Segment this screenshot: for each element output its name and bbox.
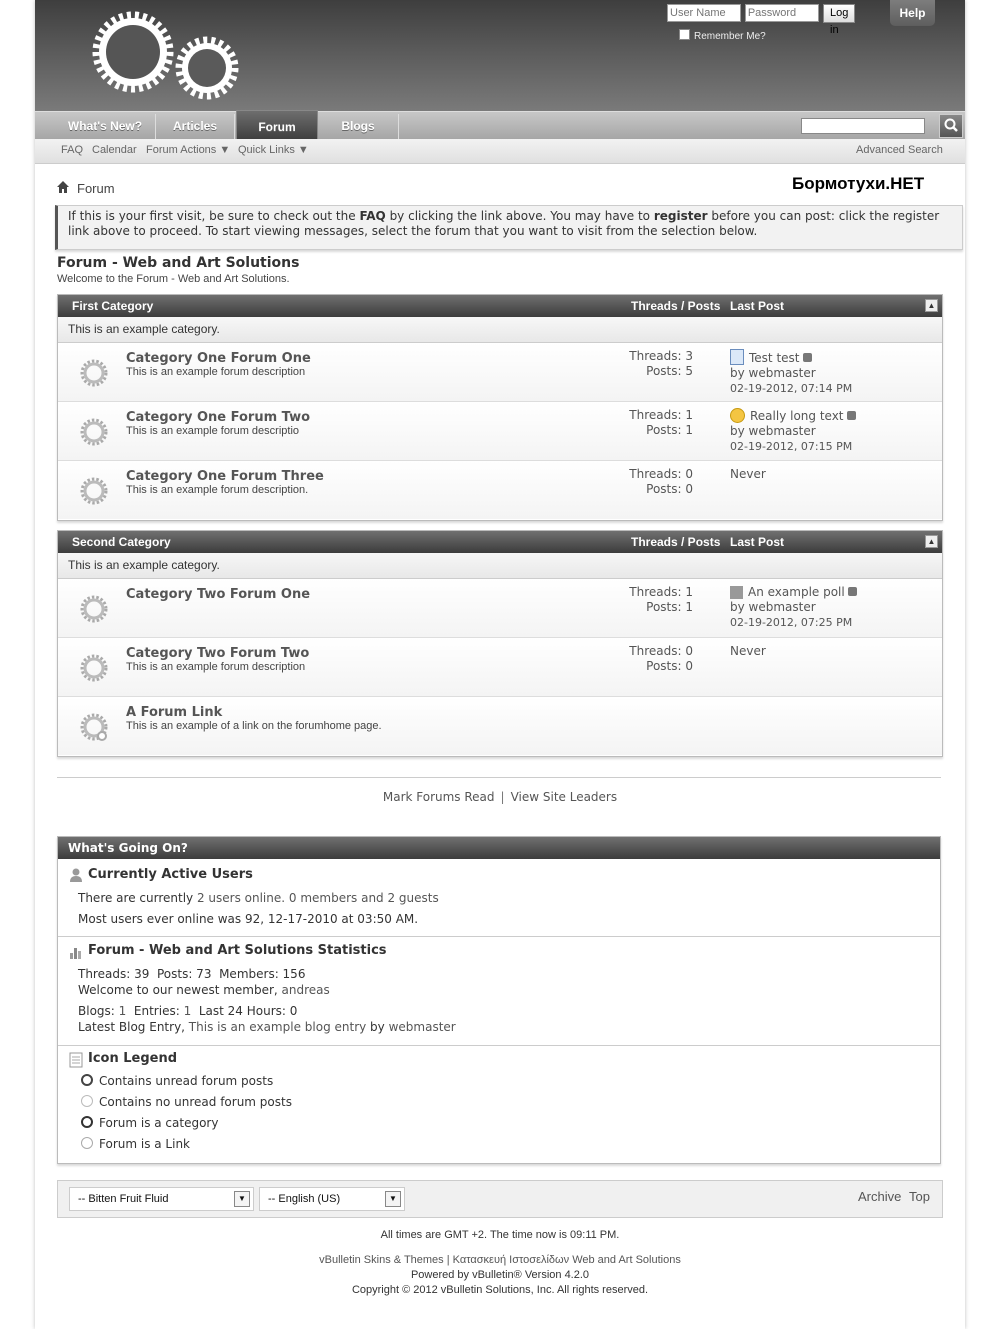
posts-count: Posts: 1 [646,600,693,614]
threads-count: Threads: 1 [629,585,693,599]
category-icon [81,1116,93,1128]
forum-status-icon [78,416,110,448]
legend-item [81,1116,218,1130]
login-form [667,4,849,36]
wgo-header: What's Going On? [58,837,940,859]
active-users-post: . 0 members and 2 guests [281,891,439,905]
threads-posts-header: Threads / Posts [631,535,721,549]
posts-count: Posts: 5 [646,364,693,378]
style-selector-value: -- Bitten Fruit Fluid [78,1193,169,1205]
subnav-quick-links[interactable] [238,144,309,156]
tab-blogs[interactable]: Blogs [318,114,399,139]
unread-forum-icon [81,1074,93,1086]
forum-title[interactable]: Category Two Forum Two [126,646,310,661]
quick-links-label: Quick Links [238,144,295,156]
statistics-section [58,937,940,1046]
statistics-title: Forum - Web and Art Solutions Statistics [88,943,387,958]
forum-stats [603,408,693,438]
active-users-pre: There are currently [78,891,197,905]
copyright: Copyright © 2012 vBulletin Solutions, Inc. All rights reserved. [351,1284,649,1296]
document-icon [730,349,744,365]
entries-label: Entries: [126,1004,184,1018]
page [35,0,965,1329]
legend-icon [69,1052,83,1068]
category-description: This is an example category. [58,553,942,579]
forum-stats [603,349,693,379]
forum-actions-label: Forum Actions [146,144,217,156]
read-forum-icon [81,1095,93,1107]
search-input[interactable] [801,118,925,134]
forum-title[interactable]: Category Two Forum One [126,587,311,602]
last-post [730,467,766,482]
forum-title[interactable]: Category One Forum Three [126,469,324,484]
category-header [58,295,942,317]
last-24-hours: Last 24 Hours: 0 [191,1004,298,1018]
powered-by: Powered by vBulletin® Version 4.2.0 [410,1269,590,1281]
statistics-icon [69,944,83,960]
faq-link[interactable]: FAQ [359,209,386,223]
notice-text-2: by clicking the link above. You may have to [385,209,654,223]
latest-blog-by: by [366,1020,389,1034]
last-post [730,408,856,454]
search-icon [940,115,962,137]
most-users-line: Most users ever online was 92, 12-17-2010 at 03:50 AM. [78,912,419,926]
posts-count: Posts: 1 [646,423,693,437]
category-header [58,531,942,553]
legend-label: Forum is a Link [99,1137,191,1151]
tab-articles[interactable]: Articles [156,114,235,139]
forum-title[interactable]: A Forum Link [126,705,223,720]
forum-status-icon [78,357,110,389]
credits[interactable]: vBulletin Skins & Themes | Κατασκευή Ιστοσελίδων Web and Art Solutions [319,1254,681,1266]
sub-navbar [35,139,965,164]
links-separator: | [500,790,505,804]
user-icon [69,867,83,883]
collapse-icon[interactable]: ▲ [925,299,938,312]
users-online-link[interactable]: 2 users online [196,891,282,905]
remember-checkbox[interactable] [679,29,690,40]
last-post-author[interactable]: by webmaster [730,600,816,614]
legend-item [81,1095,292,1109]
last-post [730,644,766,659]
forum-title[interactable]: Category One Forum One [126,351,311,366]
forum-row [58,697,942,755]
page-description: Welcome to the Forum - Web and Art Solutions. [57,273,290,285]
chevron-down-icon: ▼ [234,1191,250,1207]
archive-link[interactable]: Archive [858,1189,902,1204]
language-selector[interactable] [259,1187,405,1211]
forum-link-icon [78,711,110,743]
go-to-post-icon[interactable] [847,411,856,420]
password-input[interactable] [745,4,819,22]
smile-icon [730,408,745,423]
last-post-header: Last Post [730,299,785,313]
forum-row [58,579,942,638]
search-button[interactable] [939,114,963,138]
forum-links [35,790,965,804]
last-post-date: 02-19-2012, 07:14 PM [730,382,853,395]
category-title[interactable]: First Category [72,299,154,313]
last-post-date: 02-19-2012, 07:15 PM [730,440,853,453]
posts-count: Posts: 0 [646,482,693,496]
threads-count: Threads: 0 [629,644,693,658]
footer-bar [57,1180,943,1218]
go-to-post-icon[interactable] [803,353,812,362]
legend-item [81,1137,190,1151]
active-users-title: Currently Active Users [88,867,253,882]
statistics-counts: Threads: 39 Posts: 73 Members: 156 [78,967,306,981]
threads-count: Threads: 3 [629,349,693,363]
subnav-calendar[interactable]: Calendar [92,144,137,156]
last-post [730,585,857,630]
page-title: Forum - Web and Art Solutions [57,255,300,271]
login-button[interactable]: Log in [823,4,855,23]
last-post-author[interactable]: by webmaster [730,424,816,438]
remember-me[interactable] [679,29,766,42]
forum-status-icon [78,652,110,684]
notice-text-3: before you can post: click the register link above to proceed. To start viewing messages, select the forum that you want to visit from the selection below. [68,209,940,238]
icon-legend-section [58,1046,940,1163]
whats-going-on [57,836,941,1164]
forum-row [58,343,942,402]
header [35,0,965,111]
register-link[interactable]: register [653,209,708,223]
legend-item [81,1074,273,1088]
forum-description: This is an example forum description [126,366,306,378]
link-forum-icon [81,1137,93,1149]
forum-row [58,638,942,697]
icon-legend-title: Icon Legend [88,1051,178,1066]
subnav-faq[interactable]: FAQ [61,144,84,156]
threads-count: Threads: 0 [629,467,693,481]
collapse-icon[interactable]: ▲ [925,535,938,548]
forum-description: This is an example of a link on the forumhome page. [126,720,382,732]
site-name: Бормотухи.НЕТ [792,174,925,193]
newest-member-line [78,983,330,997]
forum-stats [603,644,693,674]
active-users-section [58,860,940,937]
legend-label: Forum is a category [99,1116,219,1130]
style-selector[interactable] [69,1187,254,1211]
go-to-post-icon[interactable] [848,587,857,596]
forum-stats [603,467,693,497]
latest-blog-line [78,1020,456,1034]
forum-title[interactable]: Category One Forum Two [126,410,311,425]
forum-description: This is an example forum descriptio [126,425,300,437]
chevron-down-icon: ▼ [297,144,309,156]
notice-text-1: If this is your first visit, be sure to check out the [68,209,360,223]
advanced-search-link[interactable]: Advanced Search [856,144,943,156]
newest-member-link[interactable]: andreas [281,983,330,997]
last-post-never: Never [730,644,766,658]
blogs-label: Blogs: [78,1004,119,1018]
blog-stats-line [78,1004,297,1018]
category-description: This is an example category. [58,317,942,343]
threads-count: Threads: 1 [629,408,693,422]
legend-label: Contains no unread forum posts [99,1095,292,1109]
posts-count: Posts: 0 [646,659,693,673]
home-icon[interactable] [56,180,70,194]
blogs-count-link[interactable]: 1 [118,1004,127,1018]
navbar [35,111,965,139]
latest-blog-entry-link[interactable]: This is an example blog entry [188,1020,367,1034]
language-selector-value: -- English (US) [268,1193,341,1205]
last-post-header: Last Post [730,535,785,549]
last-post [730,349,852,396]
last-post-author[interactable]: by webmaster [730,366,816,380]
divider [57,777,941,778]
last-post-title[interactable]: Test test [749,351,800,365]
entries-count-link[interactable]: 1 [183,1004,192,1018]
newest-member-pre: Welcome to our newest member, [78,983,282,997]
threads-posts-header: Threads / Posts [631,299,721,313]
forum-description: This is an example forum description [126,661,306,673]
top-link[interactable]: Top [909,1189,930,1204]
last-post-never: Never [730,467,766,481]
chevron-down-icon: ▼ [219,144,231,156]
forum-stats [603,585,693,615]
time-info: All times are GMT +2. The time now is 09:11 PM. [380,1229,620,1241]
welcome-notice [55,205,963,250]
view-site-leaders-link[interactable]: View Site Leaders [510,790,618,804]
tab-whats-new[interactable]: What's New? [55,114,156,139]
tab-forum[interactable]: Forum [236,110,318,140]
help-button[interactable]: Help [890,0,935,26]
forum-row [58,461,942,519]
remember-label: Remember Me? [694,31,766,42]
last-post-date: 02-19-2012, 07:25 PM [730,616,853,629]
latest-blog-user-link[interactable]: webmaster [388,1020,456,1034]
forum-row [58,402,942,461]
forum-description: This is an example forum description. [126,484,309,496]
gears-logo[interactable] [85,8,245,108]
poll-icon [730,586,743,599]
mark-forums-read-link[interactable]: Mark Forums Read [382,790,495,804]
chevron-down-icon: ▼ [385,1191,401,1207]
breadcrumb[interactable]: Forum [77,181,115,196]
category-title[interactable]: Second Category [72,535,171,549]
forum-status-icon [78,593,110,625]
latest-blog-pre: Latest Blog Entry, [78,1020,189,1034]
category-block [57,530,943,757]
username-input[interactable] [667,4,741,22]
legend-label: Contains unread forum posts [99,1074,274,1088]
last-post-title[interactable]: An example poll [748,585,845,599]
subnav-forum-actions[interactable] [146,144,230,156]
last-post-title[interactable]: Really long text [750,409,844,423]
active-users-line [78,891,439,905]
forum-status-icon [78,475,110,507]
category-block [57,294,943,521]
